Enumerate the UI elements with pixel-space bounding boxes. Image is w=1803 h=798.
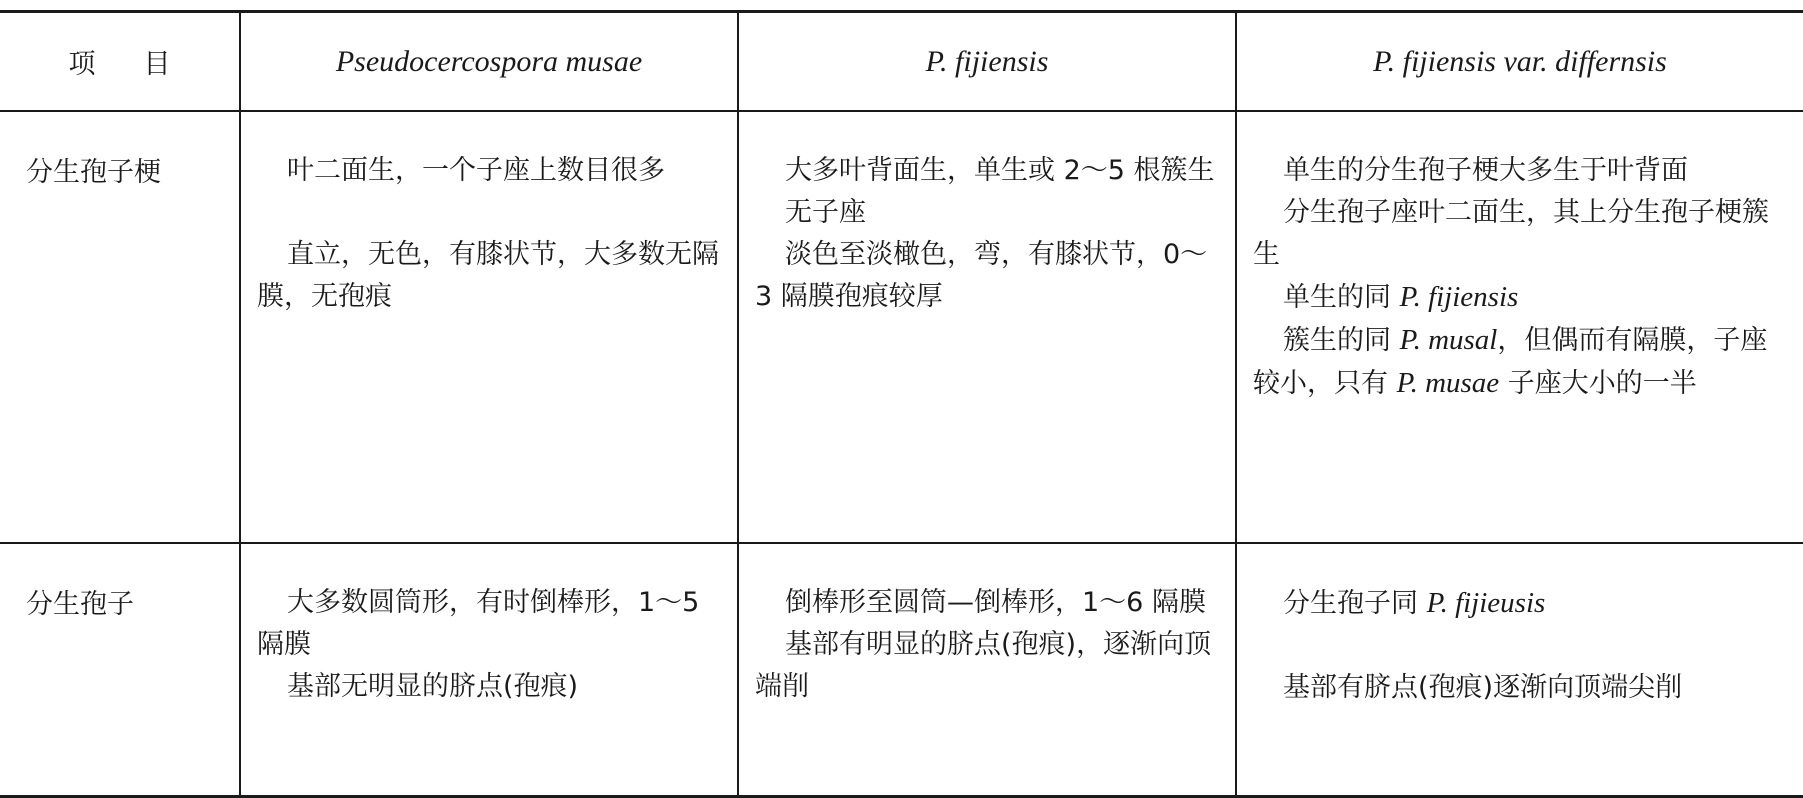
header-col3-label: P. fijiensis var. differnsis	[1373, 44, 1667, 78]
table-cell	[1236, 111, 1803, 543]
cell-paragraph: 单生的分生孢子梗大多生于叶背面	[1283, 155, 1688, 186]
row-label: 分生孢子梗	[0, 111, 240, 543]
header-col2-label: P. fijiensis	[925, 44, 1049, 78]
table-cell	[1236, 543, 1803, 797]
header-col2	[738, 12, 1236, 112]
table-cell	[738, 111, 1236, 543]
species-name: P. musal	[1399, 324, 1498, 356]
cell-paragraph: 大多叶背面生，单生或 2～5 根簇生	[785, 155, 1215, 186]
cell-paragraph: 倒棒形至圆筒—倒棒形，1～6 隔膜	[785, 587, 1206, 618]
header-item-label: 项目	[68, 49, 219, 80]
table-row	[0, 543, 1803, 797]
cell-paragraph: 无子座	[785, 197, 866, 228]
species-name: P. fijiensis	[1399, 281, 1519, 313]
header-item	[0, 12, 240, 112]
cell-paragraph	[1253, 319, 1789, 405]
comparison-table-wrapper	[0, 10, 1803, 798]
cell-paragraph: 大多数圆筒形，有时倒棒形，1～5 隔膜	[257, 587, 700, 660]
table-row	[0, 111, 1803, 543]
cell-paragraph: 基部无明显的脐点(孢痕)	[287, 671, 579, 702]
cell-text: 单生的同	[1283, 282, 1400, 313]
cell-text: ，但偶而有隔膜，子座较小，只有	[1253, 325, 1768, 399]
cell-paragraph	[1253, 582, 1789, 625]
cell-paragraph: 基部有脐点(孢痕)逐渐向顶端尖削	[1283, 672, 1683, 703]
header-row	[0, 12, 1803, 112]
cell-paragraph: 分生孢子座叶二面生，其上分生孢子梗簇生	[1253, 197, 1769, 270]
cell-paragraph: 淡色至淡橄色，弯，有膝状节，0～3 隔膜孢痕较厚	[755, 239, 1208, 312]
table-cell	[738, 543, 1236, 797]
species-name: P. musae	[1396, 367, 1500, 399]
comparison-table	[0, 10, 1803, 798]
cell-text: 分生孢子同	[1283, 588, 1427, 619]
header-col3	[1236, 12, 1803, 112]
table-cell	[240, 111, 738, 543]
row-label: 分生孢子	[0, 543, 240, 797]
header-col1-label: Pseudocercospora musae	[335, 44, 643, 78]
cell-text: 簇生的同	[1283, 325, 1400, 356]
cell-paragraph: 基部有明显的脐点(孢痕)，逐渐向顶端削	[755, 629, 1212, 702]
cell-paragraph: 叶二面生，一个子座上数目很多	[287, 155, 665, 186]
header-col1	[240, 12, 738, 112]
table-cell	[240, 543, 738, 797]
species-name: P. fijieusis	[1426, 587, 1546, 619]
cell-text: 子座大小的一半	[1499, 368, 1697, 399]
cell-paragraph	[1253, 276, 1789, 319]
cell-paragraph: 直立，无色，有膝状节，大多数无隔膜，无孢痕	[257, 239, 719, 312]
